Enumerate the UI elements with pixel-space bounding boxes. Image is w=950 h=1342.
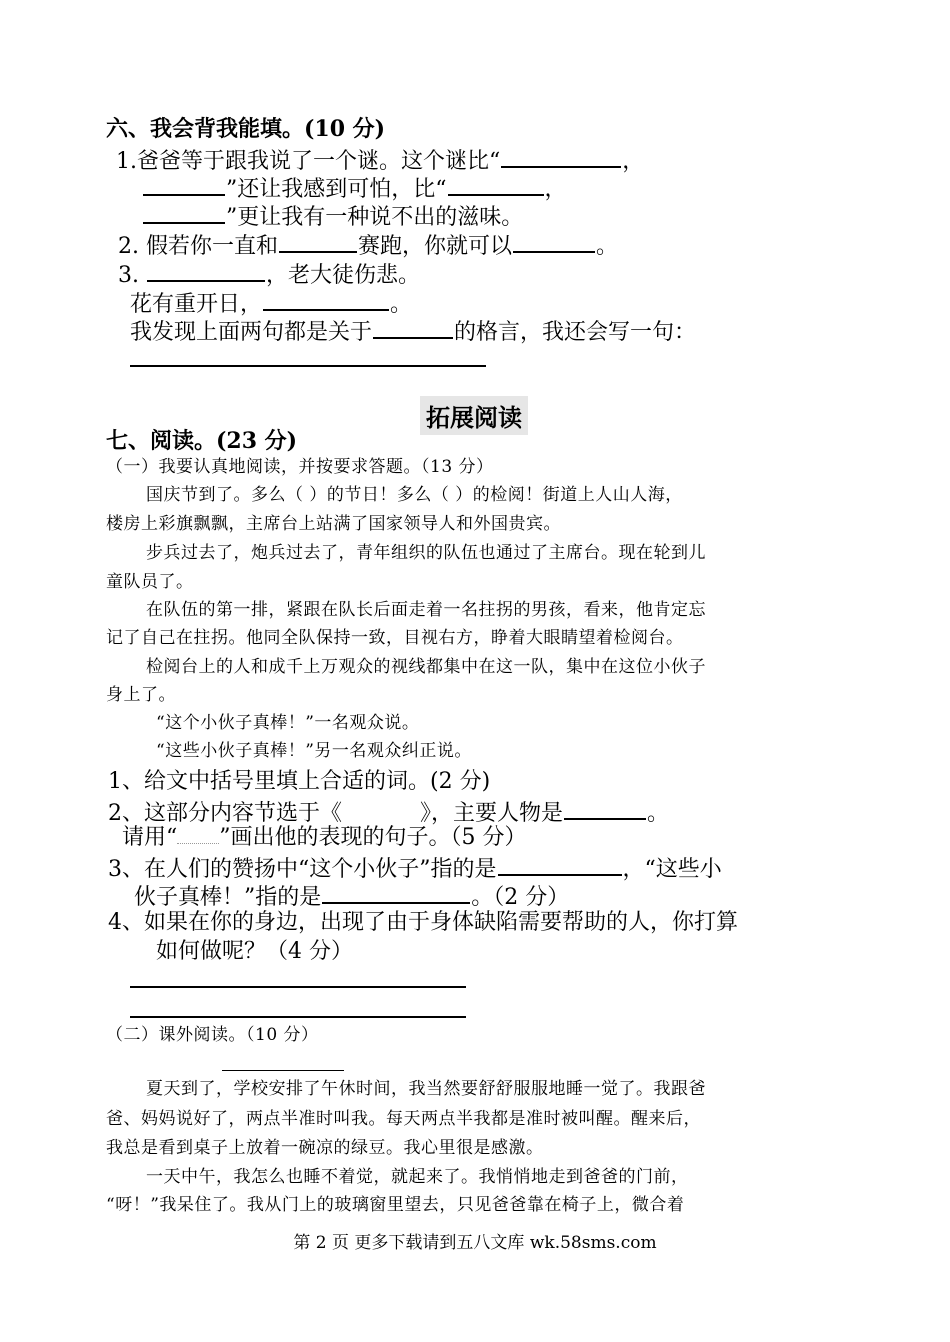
s6-q1-line3 (142, 202, 523, 231)
s7-q4: 4、如果在你的身边，出现了由于身体缺陷需要帮助的人，你打算 (108, 910, 738, 935)
s6-q1-text-c: ”更让我有一种说不出的滋味。 (226, 205, 524, 230)
s7-q2-text-d: 请用“ (122, 825, 178, 850)
title-line[interactable] (222, 1070, 344, 1071)
answer-line[interactable] (130, 365, 486, 367)
answer-blank[interactable] (448, 174, 544, 196)
s6-q3-line2 (130, 289, 412, 318)
answer-blank[interactable] (147, 260, 265, 282)
s6-q1-text-b: ”还让我感到可怕，比“ (226, 177, 447, 202)
answer-blank[interactable] (263, 289, 389, 311)
s7-q3-text-d: 。（2 分） (471, 885, 570, 910)
s6-q3-line1 (118, 260, 420, 289)
s7-q3-line2 (134, 882, 569, 911)
s7-q2-text-c: 。 (647, 801, 670, 826)
answer-line[interactable] (130, 986, 466, 988)
s6-q3-text-e: 我发现上面两句都是关于 (130, 320, 373, 345)
s7-q4-line2: 如何做呢？（4 分） (156, 939, 353, 964)
section-title: 拓展阅读 (420, 396, 528, 435)
passage-line: 我总是看到桌子上放着一碗凉的绿豆。我心里很是感激。 (106, 1138, 544, 1158)
answer-blank[interactable] (564, 798, 646, 820)
s6-q1-line1 (116, 146, 644, 175)
passage-line: 身上了。 (106, 685, 176, 705)
answer-blank[interactable] (373, 317, 453, 339)
s7-q2-text-a: 2、这部分内容节选于《 (108, 801, 342, 826)
s7-q2-text-e: ”画出他的表现的句子。（5 分） (219, 825, 527, 850)
s6-q3-text-b: ，老大徒伤悲。 (266, 263, 421, 288)
s6-q2-text-c: 。 (596, 234, 619, 259)
passage-line: 步兵过去了，炮兵过去了，青年组织的队伍也通过了主席台。现在轮到儿 (146, 543, 706, 563)
s6-q3-text-d: 。 (390, 292, 413, 317)
passage-line: “这个小伙子真棒！”一名观众说。 (156, 713, 420, 733)
s6-q1-text-b-end: ， (544, 177, 567, 202)
passage-line: 国庆节到了。多么（ ）的节日！多么（ ）的检阅！街道上人山人海， (146, 485, 683, 505)
s7-q3-text-b: ，“这些小 (622, 857, 722, 882)
s6-q3-line3 (130, 317, 696, 346)
answer-blank[interactable] (501, 146, 621, 168)
s6-q1-line2 (142, 174, 567, 203)
answer-blank[interactable] (513, 231, 595, 253)
passage-line: 楼房上彩旗飘飘，主席台上站满了国家领导人和外国贵宾。 (106, 514, 561, 534)
answer-blank[interactable] (143, 174, 225, 196)
passage-line: “这些小伙子真棒！”另一名观众纠正说。 (156, 741, 472, 761)
passage-line: 记了自己在拄拐。他同全队保持一致，目视右方，睁着大眼睛望着检阅台。 (106, 628, 684, 648)
page-footer: 第 2 页 更多下载请到五八文库 wk.58sms.com (293, 1233, 657, 1253)
section7-heading: 七、阅读。(23 分) (106, 428, 298, 454)
passage-line: 检阅台上的人和成千上万观众的视线都集中在这一队，集中在这位小伙子 (146, 657, 706, 677)
passage-line: 爸、妈妈说好了，两点半准时叫我。每天两点半我都是准时被叫醒。醒来后， (106, 1109, 701, 1129)
answer-blank[interactable] (322, 882, 470, 904)
s6-q1-text-a-end: ， (622, 149, 645, 174)
passage-line: 童队员了。 (106, 572, 194, 592)
part1-heading: （一）我要认真地阅读，并按要求答题。（13 分） (106, 457, 494, 477)
passage-line: 夏天到了，学校安排了午休时间，我当然要舒舒服服地睡一觉了。我跟爸 (146, 1079, 706, 1099)
s6-q2 (118, 231, 618, 260)
passage-line: 一天中午，我怎么也睡不着觉，就起来了。我悄悄地走到爸爸的门前， (146, 1167, 689, 1187)
s6-q3-text-f: 的格言，我还会写一句： (454, 320, 697, 345)
answer-line[interactable] (130, 1016, 466, 1018)
answer-blank[interactable] (279, 231, 357, 253)
s6-q3-text-c: 花有重开日， (130, 292, 263, 317)
passage-line: “呀！”我呆住了。我从门上的玻璃窗里望去，只见爸爸靠在椅子上，微合着 (106, 1195, 685, 1215)
s7-q2-sub (122, 825, 527, 851)
s7-q2 (108, 798, 669, 827)
passage-line: 在队伍的第一排，紧跟在队长后面走着一名拄拐的男孩，看来，他肯定忘 (146, 600, 706, 620)
wavy-line-icon (177, 829, 219, 844)
s6-q2-text-b: 赛跑，你就可以 (357, 234, 512, 259)
s7-q3-text-c: 伙子真棒！”指的是 (134, 885, 322, 910)
s7-q3 (108, 854, 722, 883)
s6-q2-text-a: 2. 假若你一直和 (118, 234, 278, 259)
section6-heading: 六、我会背我能填。(10 分) (106, 116, 386, 142)
s7-q3-text-a: 3、在人们的赞扬中“这个小伙子”指的是 (108, 857, 497, 882)
answer-blank[interactable] (498, 854, 622, 876)
part2-heading: （二）课外阅读。（10 分） (106, 1025, 319, 1045)
answer-blank[interactable] (143, 202, 225, 224)
s6-q1-text-a: 1.爸爸等于跟我说了一个谜。这个谜比“ (116, 149, 501, 174)
s7-q2-text-b: 》，主要人物是 (420, 801, 564, 826)
s7-q1: 1、给文中括号里填上合适的词。(2 分) (108, 769, 491, 794)
s6-q3-text-a: 3. (118, 263, 139, 288)
